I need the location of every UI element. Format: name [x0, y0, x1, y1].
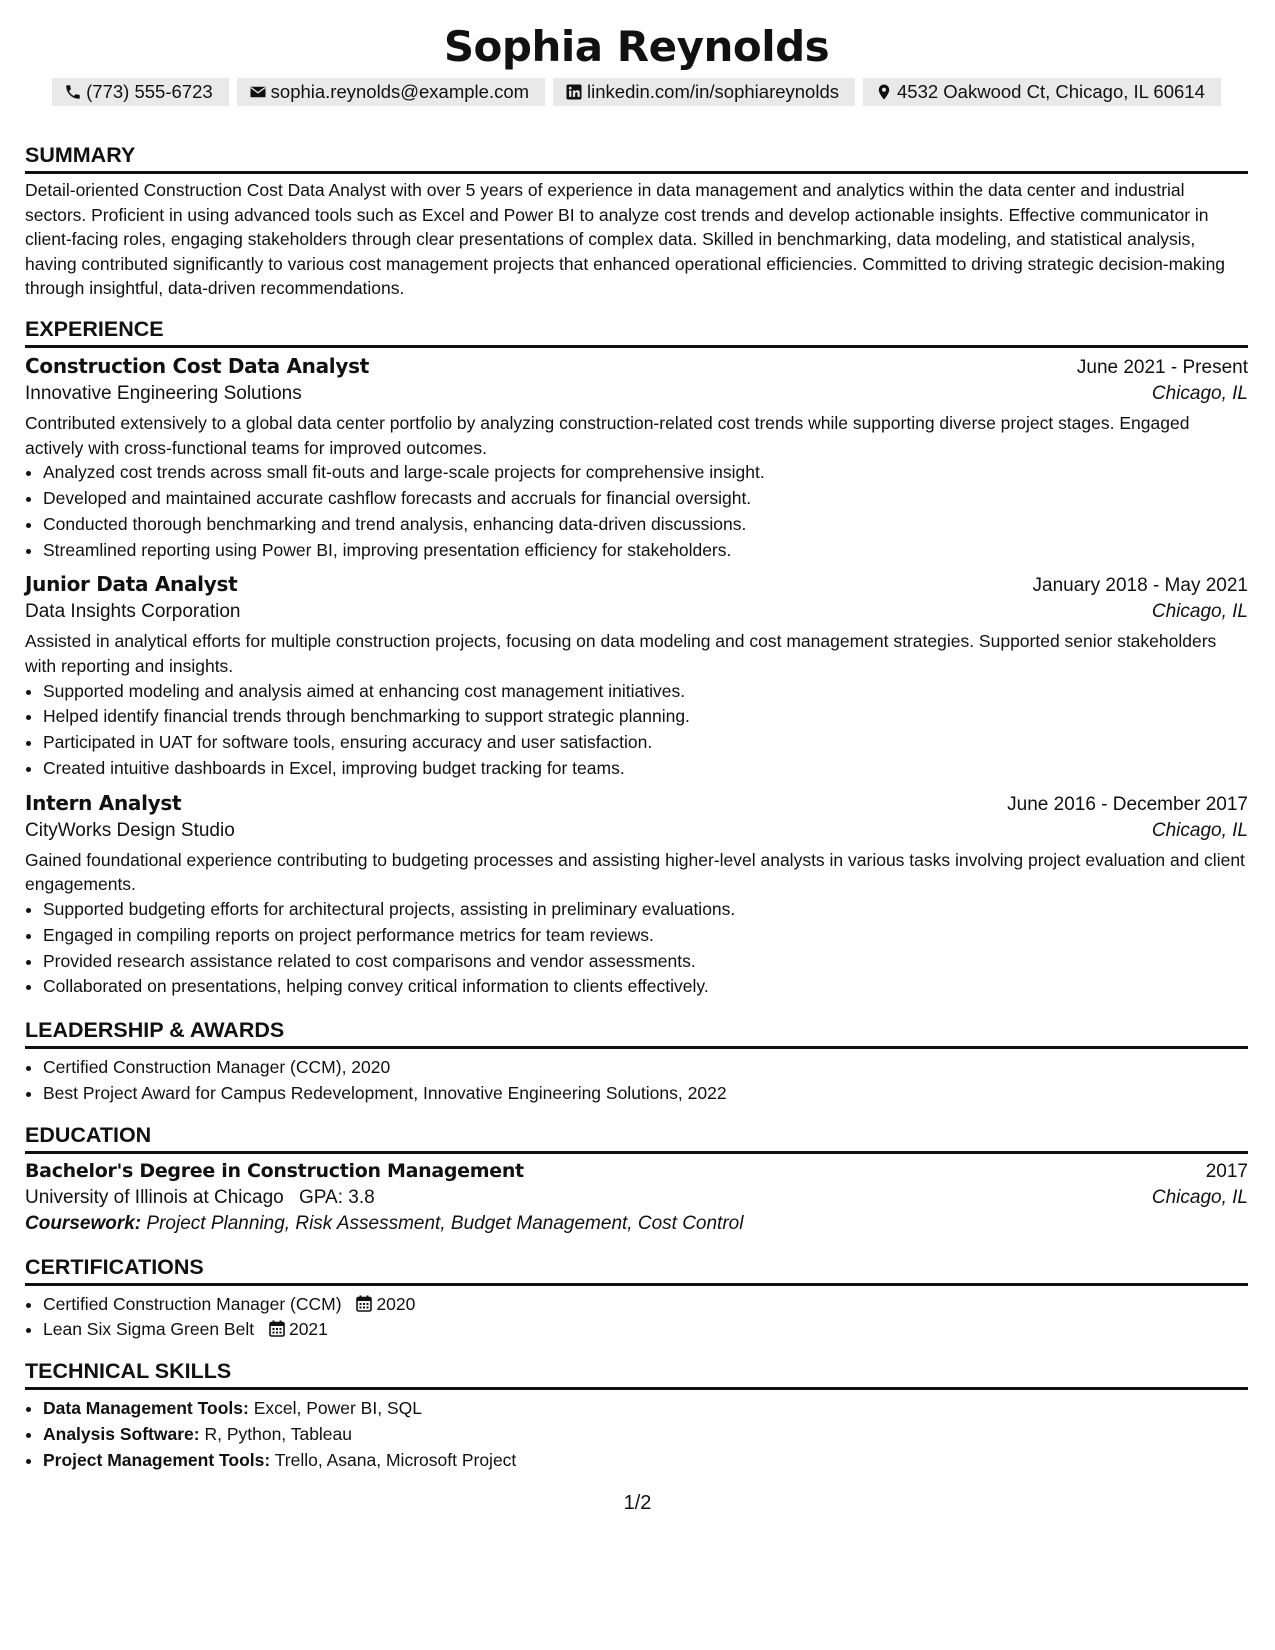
skill-value: R, Python, Tableau	[204, 1424, 353, 1445]
candidate-name: Sophia Reynolds	[443, 22, 830, 71]
experience-section	[25, 315, 1248, 1000]
job-description: Contributed extensively to a global data center portfolio by analyzing construction-related cost trends while supporting diverse project stages. Engaged actively with cross-functional teams for improved outcomes.	[25, 412, 1190, 458]
list-item	[43, 1292, 1248, 1318]
linkedin-icon	[565, 83, 583, 101]
job-entry	[25, 791, 1248, 1000]
graduation-year: 2017	[1205, 1160, 1248, 1182]
job-company: CityWorks Design Studio	[25, 819, 235, 841]
contact-bar	[25, 78, 1248, 106]
degree-title: Bachelor's Degree in Construction Management	[25, 1159, 524, 1182]
skill-label: Analysis Software:	[43, 1424, 200, 1445]
leadership-list	[25, 1055, 1248, 1107]
list-item: • Supported budgeting efforts for architectural projects, assisting in preliminary evaluations.	[43, 897, 1248, 923]
calendar-icon	[356, 1295, 372, 1312]
list-item	[43, 1396, 1248, 1422]
skills-list	[25, 1396, 1248, 1473]
contact-email-text[interactable]: sophia.reynolds@example.com	[270, 81, 530, 102]
contact-linkedin-text[interactable]: linkedin.com/in/sophiareynolds	[587, 81, 839, 102]
job-title: Construction Cost Data Analyst	[25, 353, 369, 378]
contact-email[interactable]	[237, 78, 545, 106]
calendar-icon	[269, 1320, 285, 1337]
contact-address	[863, 78, 1221, 106]
job-bullets	[25, 460, 1248, 563]
phone-icon	[64, 83, 82, 101]
leadership-heading: LEADERSHIP & AWARDS	[25, 1016, 1248, 1049]
skill-label: Data Management Tools:	[43, 1398, 249, 1419]
job-entry	[25, 354, 1248, 563]
skills-heading: TECHNICAL SKILLS	[25, 1357, 1248, 1390]
list-item: • Analyzed cost trends across small fit-outs and large-scale projects for comprehensive insight.	[43, 460, 1248, 486]
certification-year: 2021	[288, 1319, 328, 1340]
school-location: Chicago, IL	[1151, 1186, 1248, 1208]
list-item: • Certified Construction Manager (CCM), 2020	[43, 1055, 1248, 1081]
job-location: Chicago, IL	[1151, 819, 1248, 841]
job-description: Assisted in analytical efforts for multiple construction projects, focusing on data modeling and cost management strategies. Supported senior stakeholders with reporting and insights.	[25, 631, 1217, 676]
job-bullets	[25, 897, 1248, 1000]
job-description: Gained foundational experience contributing to budgeting processes and assisting higher-level analysts in various tasks involving project evaluation and client engagements.	[25, 849, 1245, 895]
skill-value: Excel, Power BI, SQL	[253, 1398, 422, 1419]
contact-phone-text: (773) 555-6723	[86, 81, 213, 102]
experience-heading: EXPERIENCE	[25, 315, 1248, 348]
job-location: Chicago, IL	[1151, 382, 1248, 404]
list-item: • Participated in UAT for software tools, ensuring accuracy and user satisfaction.	[43, 730, 1248, 756]
job-bullets	[25, 679, 1248, 782]
contact-phone	[52, 78, 229, 106]
job-title: Intern Analyst	[25, 790, 182, 815]
list-item: • Engaged in compiling reports on project performance metrics for team reviews.	[43, 923, 1248, 949]
certification-name: Lean Six Sigma Green Belt	[43, 1319, 255, 1340]
summary-section	[25, 141, 1248, 301]
job-title: Junior Data Analyst	[25, 572, 238, 597]
summary-heading: SUMMARY	[25, 141, 1248, 174]
school-name: University of Illinois at Chicago	[25, 1186, 284, 1208]
coursework-list: Project Planning, Risk Assessment, Budget Management, Cost Control	[146, 1212, 744, 1234]
job-dates: June 2021 - Present	[1076, 356, 1248, 378]
skill-label: Project Management Tools:	[43, 1449, 271, 1470]
list-item	[43, 1448, 1248, 1474]
leadership-section	[25, 1016, 1248, 1107]
list-item	[43, 1317, 1248, 1343]
certification-name: Certified Construction Manager (CCM)	[43, 1293, 342, 1314]
certifications-heading: CERTIFICATIONS	[25, 1253, 1248, 1286]
job-dates: June 2016 - December 2017	[1007, 793, 1248, 815]
contact-linkedin[interactable]	[553, 78, 855, 106]
certifications-section	[25, 1253, 1248, 1344]
page-number: 1/2	[623, 1492, 652, 1514]
envelope-icon	[249, 83, 267, 101]
list-item: • Streamlined reporting using Power BI, improving presentation efficiency for stakeholders.	[43, 538, 1248, 564]
skill-value: Trello, Asana, Microsoft Project	[274, 1449, 517, 1470]
list-item: • Supported modeling and analysis aimed at enhancing cost management initiatives.	[43, 679, 1248, 705]
job-company: Innovative Engineering Solutions	[25, 382, 302, 404]
list-item: • Conducted thorough benchmarking and trend analysis, enhancing data-driven discussions.	[43, 512, 1248, 538]
list-item	[43, 1422, 1248, 1448]
map-pin-icon	[875, 83, 893, 101]
job-entry	[25, 572, 1248, 781]
list-item: • Developed and maintained accurate cashflow forecasts and accruals for financial oversight.	[43, 486, 1248, 512]
coursework	[25, 1213, 1248, 1235]
job-location: Chicago, IL	[1151, 601, 1248, 623]
list-item: • Helped identify financial trends through benchmarking to support strategic planning.	[43, 704, 1248, 730]
gpa: GPA: 3.8	[299, 1186, 375, 1208]
resume-page	[25, 0, 1248, 1474]
certifications-list	[25, 1292, 1248, 1344]
list-item: • Created intuitive dashboards in Excel, improving budget tracking for teams.	[43, 756, 1248, 782]
job-dates: January 2018 - May 2021	[1032, 575, 1248, 597]
skills-section	[25, 1357, 1248, 1473]
certification-year: 2020	[376, 1293, 416, 1314]
list-item: • Collaborated on presentations, helping convey critical information to clients effectively.	[43, 974, 1248, 1000]
list-item: • Best Project Award for Campus Redevelopment, Innovative Engineering Solutions, 2022	[43, 1081, 1248, 1107]
list-item: • Provided research assistance related to cost comparisons and vendor assessments.	[43, 949, 1248, 975]
coursework-label: Coursework:	[25, 1212, 142, 1234]
contact-address-text: 4532 Oakwood Ct, Chicago, IL 60614	[897, 81, 1205, 102]
education-section	[25, 1121, 1248, 1235]
education-heading: EDUCATION	[25, 1121, 1248, 1154]
job-company: Data Insights Corporation	[25, 601, 241, 623]
summary-text: Detail-oriented Construction Cost Data Analyst with over 5 years of experience in data management and analytics within the data center and industrial sectors. Proficient in using advanced tools such as Excel and Power BI to analyze cost trends and develop actionable insights. Effective communicator in client-facing roles, engaging stakeholders through clear presentations of complex data. Skilled in benchmarking, data modeling, and statistical analysis, having contributed significantly to various cost management projects that enhanced operational efficiencies. Committed to driving strategic decision-making through insightful, data-driven recommendations.	[25, 180, 1226, 299]
